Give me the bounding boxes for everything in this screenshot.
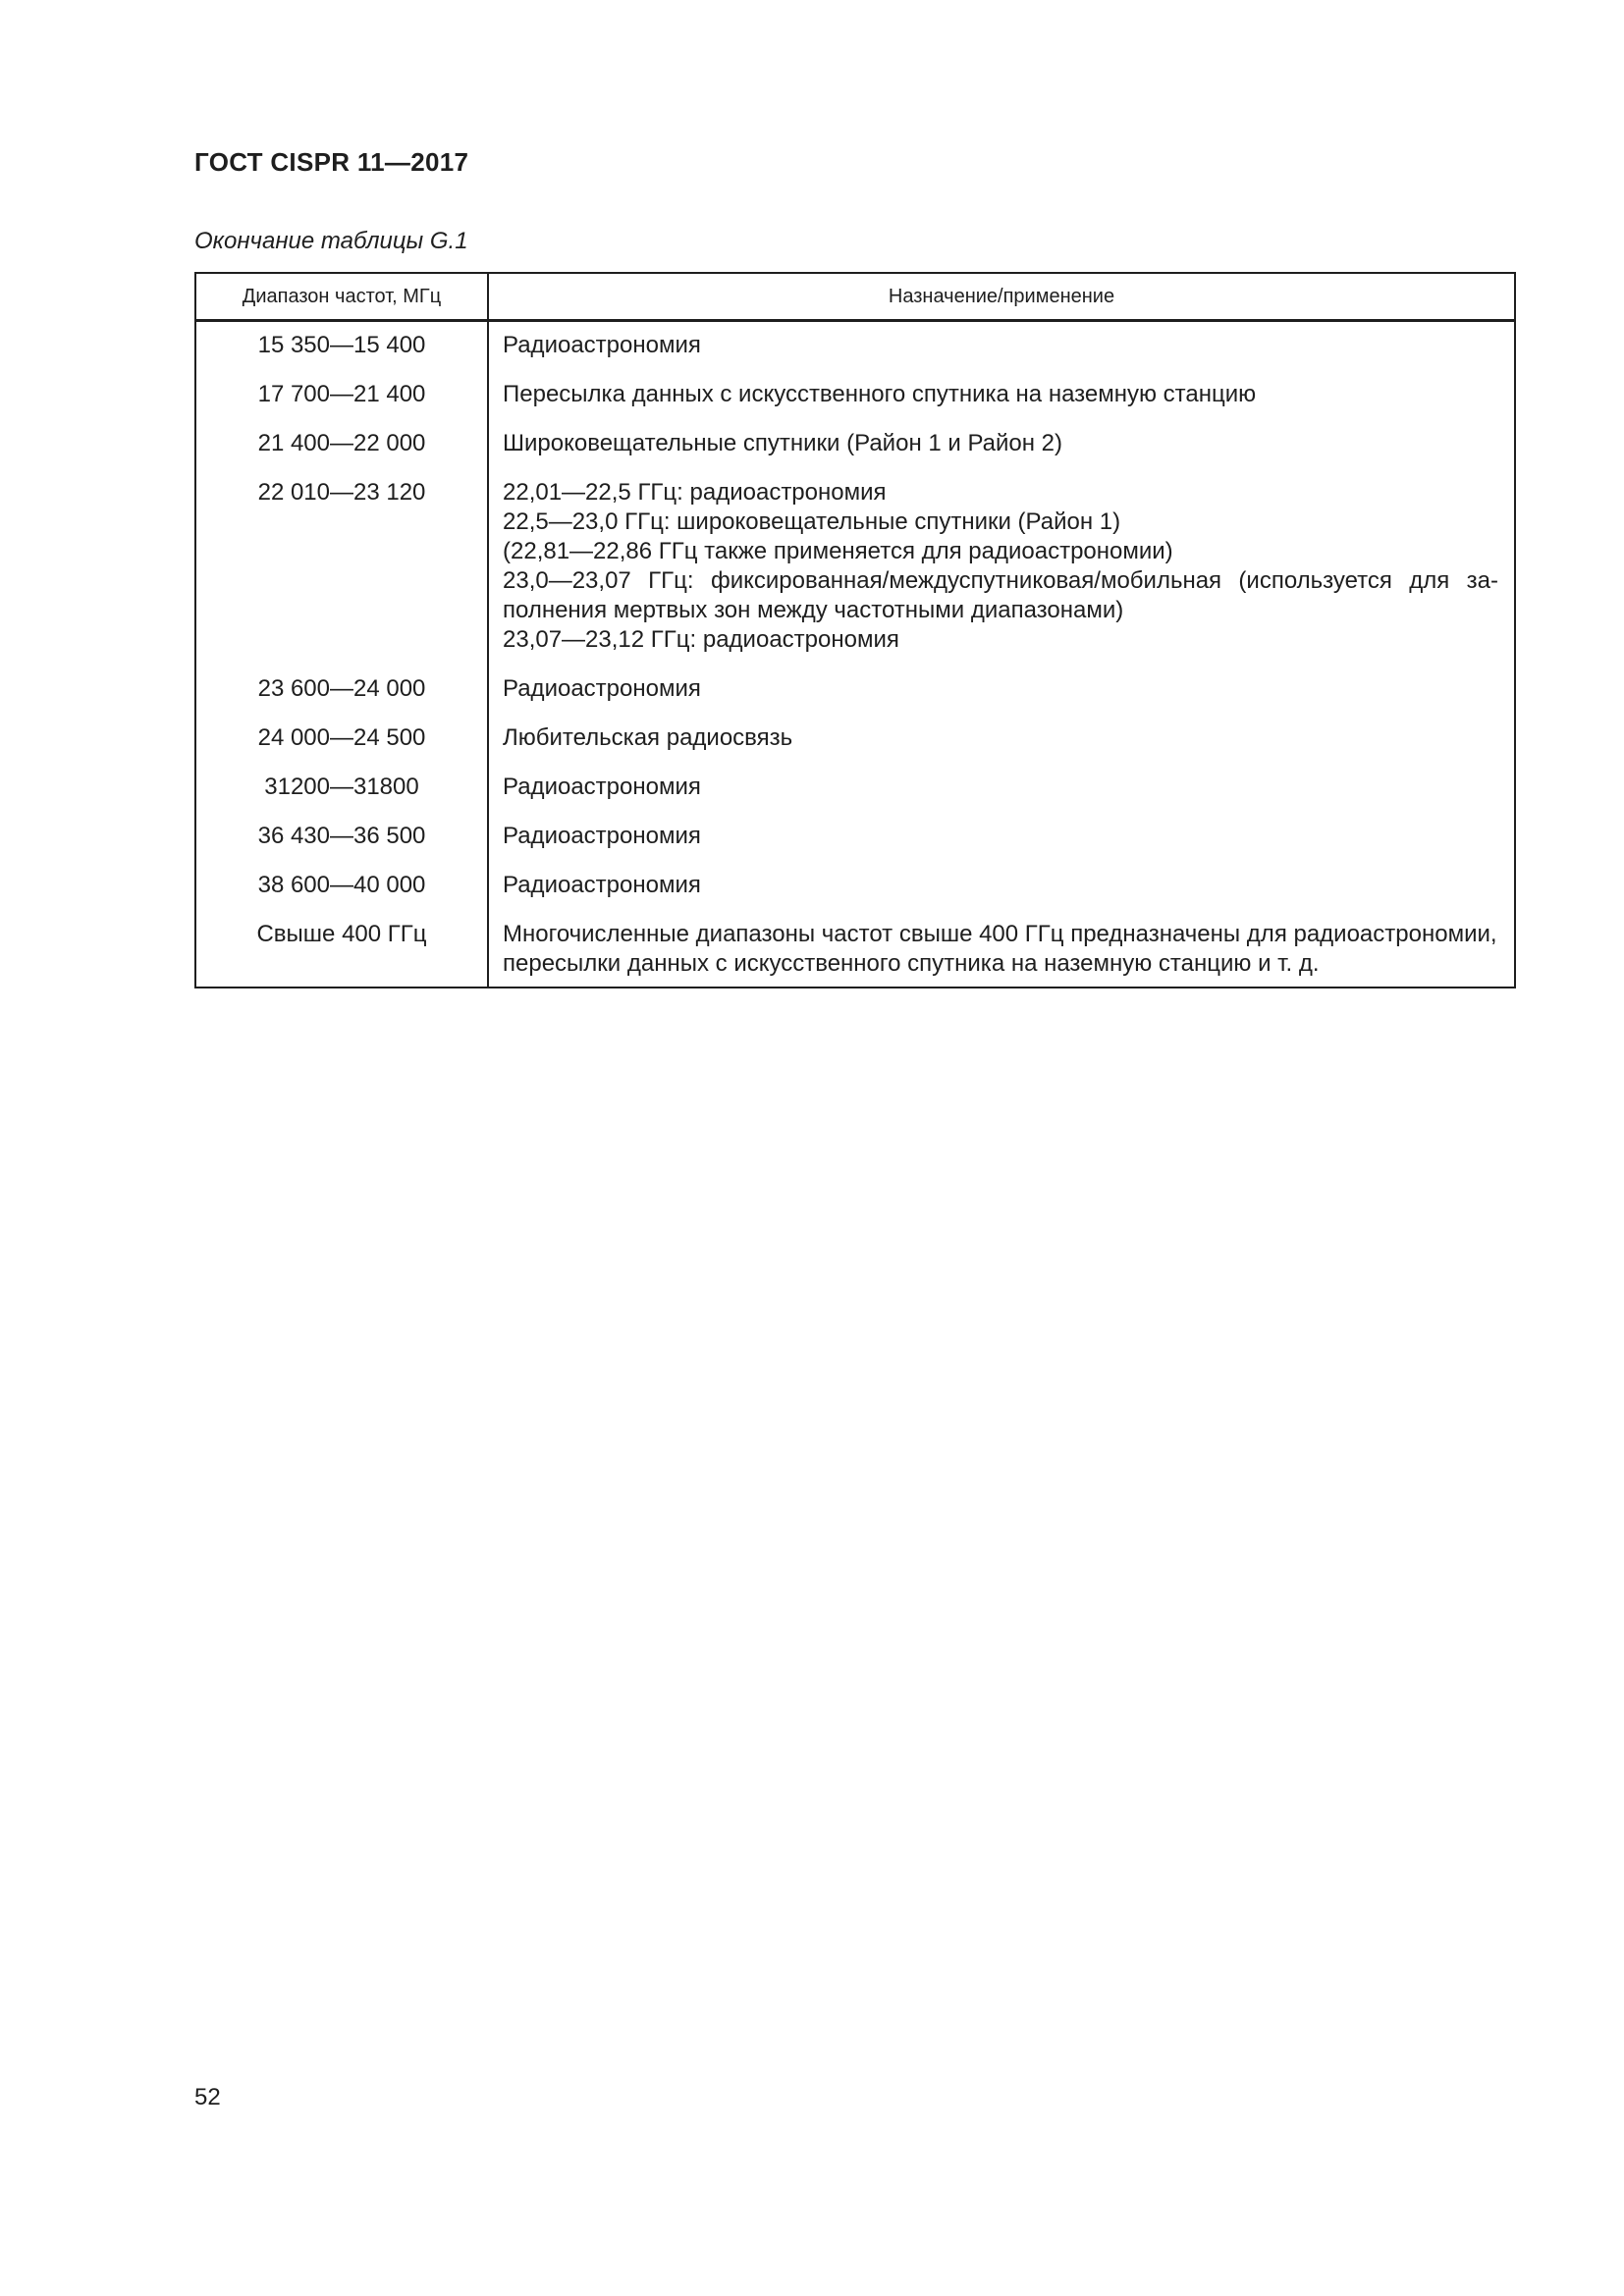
purpose-cell: [503, 822, 1498, 851]
table-row: [196, 773, 1514, 802]
page-number: 52: [194, 2084, 221, 2110]
column-header-frequency: Диапазон частот, МГц: [242, 286, 442, 307]
table-row: [196, 380, 1514, 409]
purpose-line: Радиоастрономия: [503, 332, 701, 358]
frequency-cell: 31200—31800: [264, 774, 419, 800]
table-row: [196, 723, 1514, 753]
table-row: [196, 871, 1514, 900]
purpose-line: (22,81—22,86 ГГц также применяется для радиоастрономии): [503, 538, 1173, 564]
frequency-cell: 21 400—22 000: [257, 430, 426, 456]
purpose-cell: [503, 920, 1498, 979]
purpose-cell: [503, 773, 1498, 802]
purpose-cell: [503, 723, 1498, 753]
purpose-line: полнения мертвых зон между частотными диапазонами): [503, 597, 1124, 623]
purpose-line: Любительская радиосвязь: [503, 724, 793, 751]
frequency-cell: 36 430—36 500: [257, 823, 426, 849]
purpose-line: Многочисленные диапазоны частот свыше 400 ГГц предназначены для радиоастрономии,: [503, 921, 1497, 947]
header-double-rule: [196, 321, 1514, 322]
table-row: [196, 822, 1514, 851]
table-row: [196, 429, 1514, 458]
table-caption: Окончание таблицы G.1: [194, 228, 468, 254]
purpose-line: 23,0—23,07 ГГц: фиксированная/междуспутниковая/мобильная (используется для за-: [503, 567, 1498, 594]
frequency-cell: 23 600—24 000: [257, 675, 426, 702]
purpose-cell: [503, 871, 1498, 900]
purpose-cell: [503, 674, 1498, 704]
table-row: [196, 674, 1514, 704]
purpose-cell: [503, 380, 1498, 409]
purpose-line: Радиоастрономия: [503, 774, 701, 800]
purpose-cell: [503, 429, 1498, 458]
purpose-line: Широковещательные спутники (Район 1 и Район 2): [503, 430, 1063, 456]
purpose-line: Пересылка данных с искусственного спутника на наземную станцию: [503, 381, 1257, 407]
purpose-cell: [503, 331, 1498, 360]
purpose-line: Радиоастрономия: [503, 675, 701, 702]
purpose-line: 23,07—23,12 ГГц: радиоастрономия: [503, 626, 899, 653]
frequency-cell: 22 010—23 120: [257, 479, 426, 506]
table-body: [196, 331, 1514, 998]
frequency-table: [194, 272, 1516, 988]
table-row: [196, 478, 1514, 655]
frequency-cell: 15 350—15 400: [257, 332, 426, 358]
frequency-cell: Свыше 400 ГГц: [256, 921, 427, 947]
frequency-cell: 17 700—21 400: [257, 381, 426, 407]
purpose-cell: [503, 478, 1498, 655]
frequency-cell: 24 000—24 500: [257, 724, 426, 751]
table-header-row: [196, 274, 1514, 321]
purpose-line: Радиоастрономия: [503, 872, 701, 898]
purpose-line: 22,01—22,5 ГГц: радиоастрономия: [503, 479, 887, 506]
purpose-line: 22,5—23,0 ГГц: широковещательные спутники (Район 1): [503, 508, 1121, 535]
column-header-purpose: Назначение/применение: [888, 286, 1115, 307]
frequency-cell: 38 600—40 000: [257, 872, 426, 898]
table-row: [196, 920, 1514, 979]
document-header: ГОСТ CISPR 11—2017: [194, 147, 469, 177]
table-row: [196, 331, 1514, 360]
purpose-line: пересылки данных с искусственного спутника на наземную станцию и т. д.: [503, 950, 1320, 977]
purpose-line: Радиоастрономия: [503, 823, 701, 849]
